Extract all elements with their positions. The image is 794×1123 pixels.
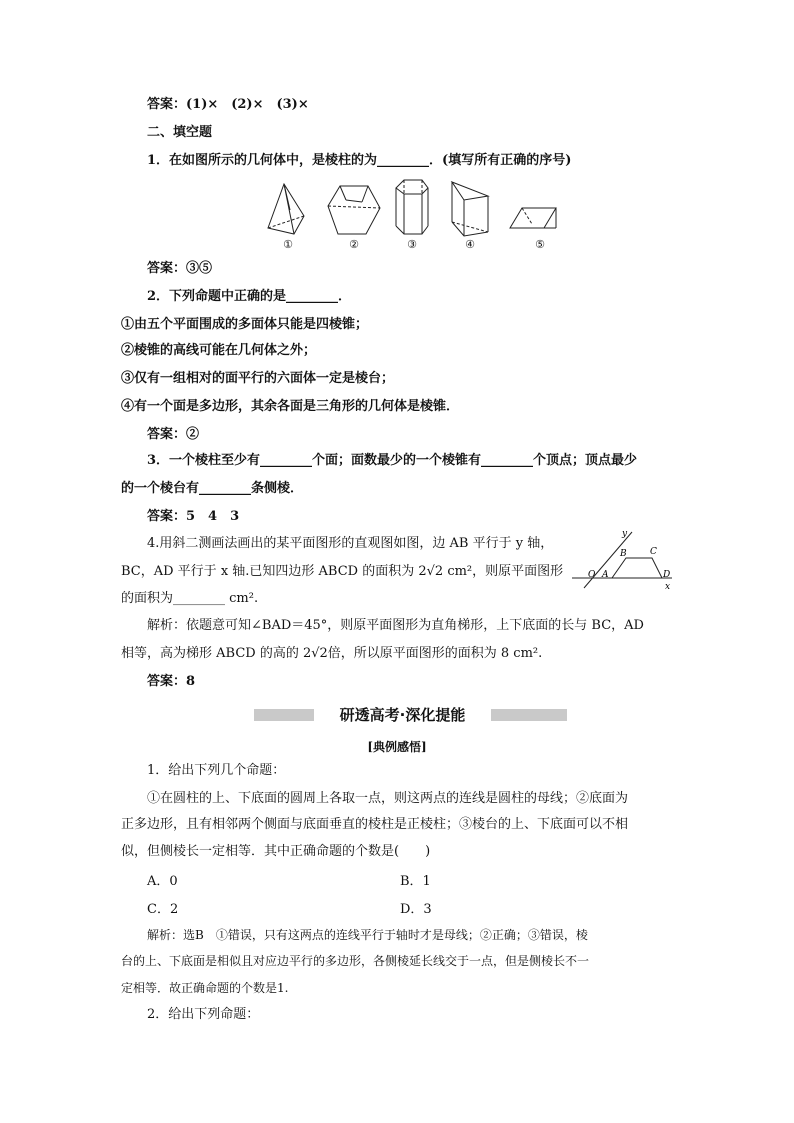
- question-1-answer: 答案：③⑤: [147, 261, 213, 276]
- question-2-item-4: ④有一个面是多边形，其余各面是三角形的几何体是棱锥．: [121, 399, 460, 414]
- label-d: D: [663, 570, 671, 580]
- banner-bar-left: [254, 709, 314, 721]
- label-c: C: [650, 547, 657, 557]
- figure-label-5: ⑤: [535, 238, 545, 251]
- question-2-text: 2．下列命题中正确的是________．: [147, 289, 352, 304]
- question-2-item-1: ①由五个平面围成的多面体只能是四棱锥；: [121, 317, 369, 332]
- question-3-line-2: 的一个棱台有________条侧棱．: [121, 481, 304, 496]
- figure-prism-hex: [392, 178, 432, 251]
- question-4-line-2: BC，AD 平行于 x 轴.已知四边形 ABCD 的面积为 2√2 cm²，则原平面图形: [121, 564, 564, 579]
- question-4-answer: 答案：8: [147, 674, 196, 689]
- question-2-item-2: ②棱锥的高线可能在几何体之外；: [121, 343, 317, 358]
- example-1-solution-3: 定相等．故正确命题的个数是1.: [121, 981, 289, 995]
- section-title-fill-in: 二、填空题: [147, 125, 213, 140]
- subsection-title: [典例感悟]: [367, 740, 427, 754]
- example-1-body-2: 正多边形，且有相邻两个侧面与底面垂直的棱柱是正棱柱；③棱台的上、下底面可以不相: [121, 817, 629, 832]
- figure-label-1: ①: [283, 238, 293, 251]
- option-b: B．1: [400, 874, 431, 889]
- question-4-solution-2: 相等，高为梯形 ABCD 的高的 2√2倍，所以原平面图形的面积为 8 cm².: [121, 646, 543, 661]
- example-1-solution-2: 台的上、下底面是相似且对应边平行的多边形，各侧棱延长线交于一点，但是侧棱长不一: [121, 954, 590, 968]
- label-x: x: [665, 582, 671, 592]
- question-3-line-1: 3．一个棱柱至少有________个面；面数最少的一个棱锥有________个顶点；顶点最少: [147, 453, 638, 468]
- banner-bar-right: [491, 709, 567, 721]
- example-2-title: 2．给出下列命题：: [147, 1007, 260, 1022]
- option-c: C．2: [147, 902, 179, 917]
- question-4-line-3: 的面积为________ cm².: [121, 591, 259, 606]
- label-b: B: [620, 549, 627, 559]
- example-1-title: 1．给出下列几个命题：: [147, 763, 286, 778]
- question-1-text: 1．在如图所示的几何体中，是棱柱的为________．(填写所有正确的序号): [147, 153, 572, 168]
- figure-pyramid: [264, 178, 312, 251]
- solid-figures: [258, 178, 568, 252]
- label-o: O: [588, 570, 596, 580]
- trapezoid-figure: [572, 528, 676, 598]
- figure-wedge: [508, 178, 560, 251]
- option-a: A．0: [147, 874, 178, 889]
- figure-label-2: ②: [349, 238, 359, 251]
- label-a: A: [602, 570, 609, 580]
- example-1-solution-1: 解析：选B ①错误，只有这两点的连线平行于轴时才是母线；②正确；③错误，棱: [147, 928, 588, 942]
- question-3-answer: 答案：5 4 3: [147, 509, 240, 524]
- figure-label-4: ④: [465, 238, 475, 251]
- figure-frustum: [326, 178, 382, 251]
- option-d: D．3: [400, 902, 432, 917]
- example-1-body-1: ①在圆柱的上、下底面的圆周上各取一点，则这两点的连线是圆柱的母线；②底面为: [147, 791, 629, 806]
- question-2-item-3: ③仅有一组相对的面平行的六面体一定是棱台；: [121, 371, 395, 386]
- question-2-answer: 答案：②: [147, 427, 200, 442]
- figure-prism-triangle: [448, 178, 492, 251]
- section-banner: [254, 704, 567, 726]
- figure-label-3: ③: [407, 238, 417, 251]
- label-y: y: [622, 529, 628, 539]
- question-4-line-1: 4.用斜二测画法画出的某平面图形的直观图如图，边 AB 平行于 y 轴，: [147, 536, 554, 551]
- example-1-body-3: 似，但侧棱长一定相等．其中正确命题的个数是( ): [121, 844, 431, 859]
- answer-previous: 答案：(1)× (2)× (3)×: [147, 97, 309, 112]
- banner-title: 研透高考·深化提能: [339, 706, 466, 724]
- question-4-solution-1: 解析：依题意可知∠BAD＝45°，则原平面图形为直角梯形，上下底面的长与 BC，AD: [147, 618, 644, 633]
